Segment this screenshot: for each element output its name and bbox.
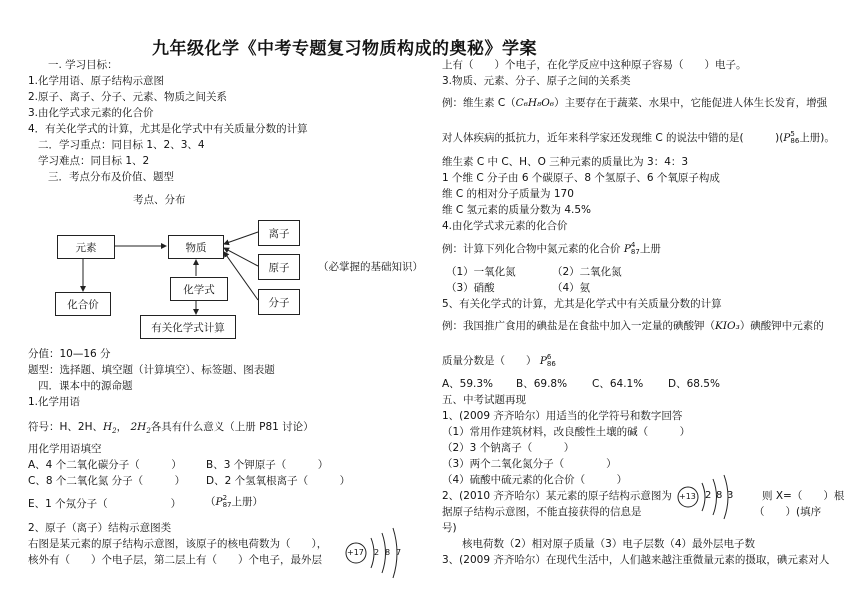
choice-d: D、68.5% xyxy=(668,378,720,390)
iodate-question-2: 质量分数是（ ） P 6 86 xyxy=(442,353,556,368)
subsection-mass-fraction: 5、有关化学式的计算，尤其是化学式中有关质量分数的计算 xyxy=(442,298,722,310)
valence-example: 例：计算下列化合物中氮元素的化合价 P 4 87 上册 xyxy=(442,241,661,256)
choice-c: C、64.1% xyxy=(592,378,644,390)
goal-2: 2.原子、离子、分子、元素、物质之间关系 xyxy=(28,91,228,103)
shell-1-electrons-13: 2 xyxy=(705,490,712,501)
vitamin-c-question-2: 对人体疾病的抵抗力，近年来科学家还发现维 C 的说法中错的是( )(P 5 86 上册)。 xyxy=(442,130,835,145)
option-1: 维生素 C 中 C、H、O 三种元素的质量比为 3：4：3 xyxy=(442,156,689,168)
symbol-h2: $H_2$ xyxy=(102,421,117,436)
option-4: 维 C 氢元素的质量分数为 4.5% xyxy=(442,204,592,216)
exam-q1-1: （1）常用作建筑材料，改良酸性土壤的碱（ ） xyxy=(442,426,691,438)
subsection-chemical-terms: 1.化学用语 xyxy=(28,396,81,408)
exam-q2-x: 则 X=（ ）根 xyxy=(762,490,845,502)
fill-e-reference: （P 2 87 上册） xyxy=(205,494,263,509)
section-sources: 四．课本中的源命题 xyxy=(38,380,133,392)
vitamin-c-formula: C₆H₈O₆ xyxy=(515,97,555,109)
shell-2-electrons-13: 8 xyxy=(716,490,723,501)
shell-3-electrons: 7 xyxy=(396,548,402,557)
exam-q2-fill: （ ）(填序 xyxy=(754,506,822,518)
node-valence: 化合价 xyxy=(55,292,111,316)
nucleus-13: +13 xyxy=(679,492,696,501)
diagram-note: （必掌握的基础知识） xyxy=(318,261,423,273)
fill-b: B、3 个钾原子（ ） xyxy=(206,459,329,471)
fill-d: D、2 个氢氧根离子（ ） xyxy=(206,475,351,487)
fill-a: A、4 个二氧化碳分子（ ） xyxy=(28,459,182,471)
nucleus-17: +17 xyxy=(347,548,364,557)
node-formula-calc: 有关化学式计算 xyxy=(140,315,236,339)
symbols-suffix: 各具有什么意义（上册 P81 讨论） xyxy=(150,421,314,433)
shell-1-electrons: 2 xyxy=(374,548,380,557)
shell-3-electrons-13: 3 xyxy=(727,490,734,501)
exam-q3: 3、(2009 齐齐哈尔）在现代生活中，人们越来越注重微量元素的摄取，碘元素对人 xyxy=(442,554,830,566)
compound-2: （2）二氧化氮 xyxy=(552,266,622,278)
goal-4: 4．有关化学式的计算，尤其是化学式中有关质量分数的计算 xyxy=(28,123,308,135)
atom-question-line-1: 右图是某元素的原子结构示意图，该原子的核电荷数为（ ）， xyxy=(28,538,328,550)
fill-c: C、8 个二氧化氮 分子（ ） xyxy=(28,475,186,487)
section-distribution: 三．考点分布及价值、题型 xyxy=(48,171,174,183)
symbol-2h2: $2H_2$ xyxy=(130,421,151,436)
node-element: 元素 xyxy=(57,235,115,259)
vitamin-c-question: 例：维生素 C（C₆H₈O₆）主要存在于蔬菜、水果中，它能促进人体生长发育，增强 xyxy=(442,97,828,109)
subsection-relations: 3.物质、元素、分子、原子之间的关系类 xyxy=(442,75,631,87)
section-exam-review: 五、中考试题再现 xyxy=(442,394,526,406)
iodate-formula: KIO₃ xyxy=(715,320,740,332)
choice-b: B、69.8% xyxy=(516,378,568,390)
exam-q1: 1、(2009 齐齐哈尔）用适当的化学符号和数字回答 xyxy=(442,410,683,422)
symbols-question: 符号：H、2H、$H_2$， $2H_2$各具有什么意义（上册 P81 讨论） xyxy=(28,421,314,436)
compound-1: （1）一氧化氮 xyxy=(446,266,516,278)
fill-e: E、1 个氖分子（ ） xyxy=(28,498,182,510)
iodate-question: 例：我国推广食用的碘盐是在食盐中加入一定量的碘酸钾（KIO₃）碘酸钾中元素的 xyxy=(442,320,824,332)
node-formula: 化学式 xyxy=(170,277,228,301)
fill-title: 用化学用语填空 xyxy=(28,443,102,455)
score-range: 分值：10—16 分 xyxy=(28,348,111,360)
compound-4: （4）氨 xyxy=(552,282,591,294)
goal-3: 3.由化学式求元素的化合价 xyxy=(28,107,154,119)
choice-a: A、59.3% xyxy=(442,378,494,390)
node-substance: 物质 xyxy=(168,235,224,259)
compound-3: （3）硝酸 xyxy=(446,282,495,294)
exam-q2-options: 核电荷数（2）相对原子质量（3）电子层数（4）最外层电子数 xyxy=(462,538,756,550)
subsection-atom-structure: 2、原子（离子）结构示意图类 xyxy=(28,522,172,534)
exam-q1-4: （4）硫酸中硫元素的化合价（ ） xyxy=(442,474,628,486)
option-2: 1 个维 C 分子由 6 个碳原子、8 个氢原子、6 个氧原子构成 xyxy=(442,172,720,184)
exam-q1-2: （2）3 个钠离子（ ） xyxy=(442,442,575,454)
atom-question-line-2: 核外有（ ）个电子层，第二层上有（ ）个电子，最外层 xyxy=(28,554,322,566)
diagram-caption: 考点、分布 xyxy=(133,194,186,206)
question-types: 题型：选择题、填空题（计算填空）、标签题、图表题 xyxy=(28,364,275,376)
key-points: 二．学习重点：同目标 1、2、3、4 xyxy=(38,139,205,151)
difficult-points: 学习难点：同目标 1、2 xyxy=(38,155,150,167)
goal-1: 1.化学用语、原子结构示意图 xyxy=(28,75,165,87)
node-ion: 离子 xyxy=(258,220,300,246)
shell-2-electrons: 8 xyxy=(385,548,391,557)
node-molecule: 分子 xyxy=(258,289,300,315)
section-objectives: 一. 学习目标： xyxy=(48,59,118,71)
atom-question-cont: 上有（ ）个电子，在化学反应中这种原子容易（ ）电子。 xyxy=(442,59,747,71)
exam-q2-line-1: 2、(2010 齐齐哈尔）某元素的原子结构示意图为 xyxy=(442,490,672,502)
exam-q1-3: （3）两个二氧化氮分子（ ） xyxy=(442,458,617,470)
symbols-prefix: 符号：H、2H、 xyxy=(28,421,103,433)
node-atom: 原子 xyxy=(258,254,300,280)
option-3: 维 C 的相对分子质量为 170 xyxy=(442,188,574,200)
exam-q2-line-3: 号) xyxy=(442,522,457,534)
subsection-valence: 4.由化学式求元素的化合价 xyxy=(442,220,568,232)
page-title: 九年级化学《中考专题复习物质构成的奥秘》学案 xyxy=(152,39,537,59)
exam-q2-line-2: 据原子结构示意图，不能直接获得的信息是 xyxy=(442,506,642,518)
